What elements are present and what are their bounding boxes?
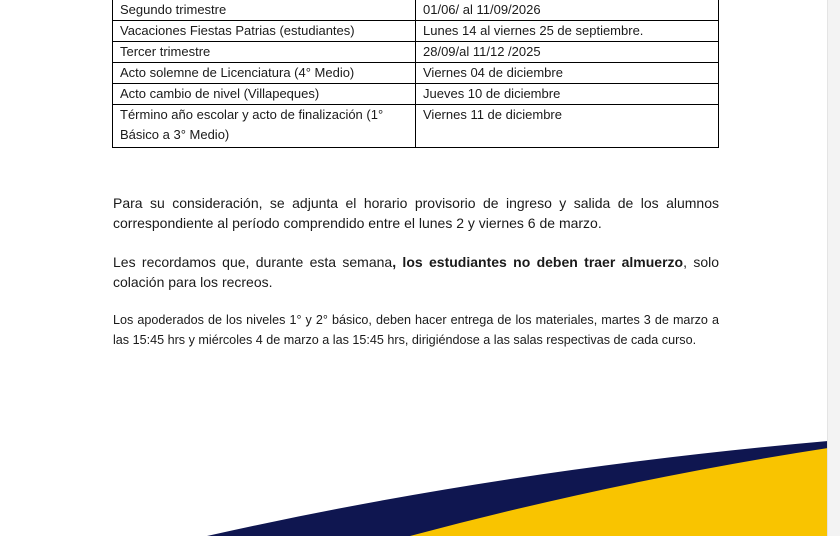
event-cell: Acto solemne de Licenciatura (4° Medio): [113, 63, 416, 84]
schedule-paragraph: Para su consideración, se adjunta el horario provisorio de ingreso y salida de los alumnos correspondiente al período comprendido entre el lunes 2 y viernes 6 de marzo.: [113, 195, 719, 231]
materials-paragraph: Los apoderados de los niveles 1° y 2° básico, deben hacer entrega de los materiales, martes 3 de marzo a las 15:45 hrs y miércoles 4 de marzo a las 15:45 hrs, dirigiéndose a las salas respectivas de cada curso.: [113, 313, 719, 347]
date-cell: 01/06/ al 11/09/2026: [416, 0, 719, 21]
date-cell: Jueves 10 de diciembre: [416, 84, 719, 105]
event-cell: Segundo trimestre: [113, 0, 416, 21]
lunch-text-bold: , los estudiantes no deben traer almuerzo: [392, 254, 684, 270]
event-cell: Acto cambio de nivel (Villapeques): [113, 84, 416, 105]
event-cell: Tercer trimestre: [113, 42, 416, 63]
date-cell: Lunes 14 al viernes 25 de septiembre.: [416, 21, 719, 42]
vertical-scrollbar[interactable]: [827, 0, 840, 536]
date-cell: 28/09/al 11/12 /2025: [416, 42, 719, 63]
lunch-text-start: Les recordamos que, durante esta semana: [113, 254, 393, 270]
date-cell: Viernes 04 de diciembre: [416, 63, 719, 84]
event-cell: Término año escolar y acto de finalización (1° Básico a 3° Medio): [113, 105, 416, 148]
lunch-text-end: , solo colación para los recreos.: [113, 254, 720, 290]
event-cell: Vacaciones Fiestas Patrias (estudiantes): [113, 21, 416, 42]
date-cell: Viernes 11 de diciembre: [416, 105, 719, 148]
